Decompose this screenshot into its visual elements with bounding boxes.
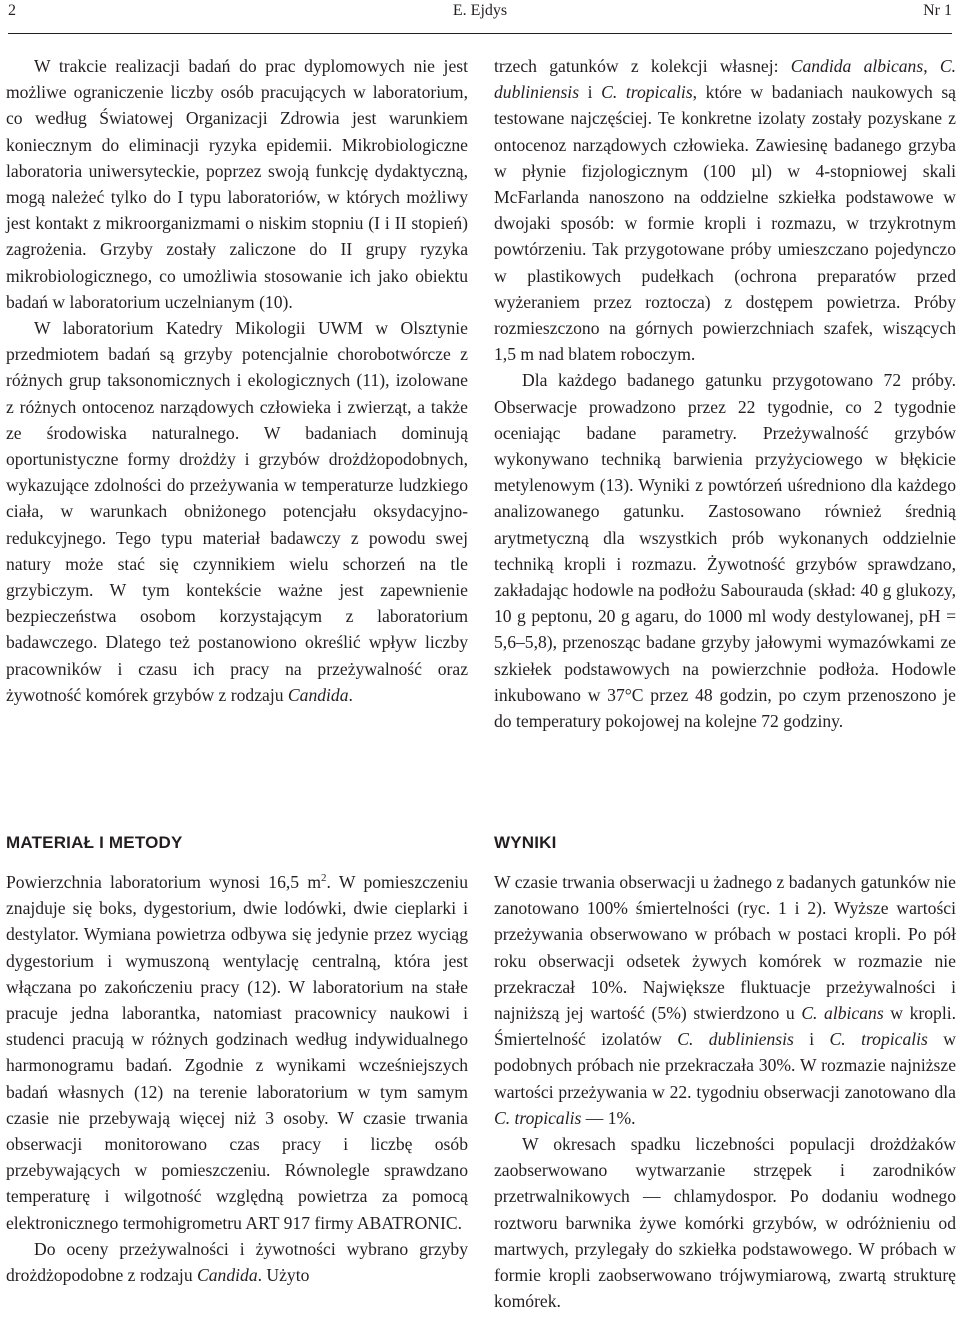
methods-paragraph-2 <box>6 1236 468 1288</box>
species-name: C. tropicalis <box>829 1029 928 1050</box>
issue-number: Nr 1 <box>923 2 952 19</box>
section-heading-results: WYNIKI <box>494 833 557 852</box>
methods-continuation-paragraph <box>494 53 956 367</box>
species-name: C. tropicalis <box>601 82 693 103</box>
text-run: . W pomieszczeniu znajduje się boks, dygestorium, dwie lodówki, dwie cieplarki i destylator. Wymiana powietrza odbywa się jedynie przez wyciąg dygestorium i wymuszoną wentylację centralną, która jest włączana po zakończeniu pracy (12). W laboratorium na stałe pracuje jedna laborantka, natomiast pracownicy naukowi i studenci pracują w różnych godzinach według indywidualnego harmonogramu badań. Zgodnie z wynikami wcześniejszych badań własnych (12) na terenie laboratorium w tym samym czasie nie przebywają więcej niż 3 osoby. W czasie trwania obserwacji monitorowano czas pracy i liczbę osób przebywających w pomieszczeniu. Równolegle sprawdzano temperaturę i wilgotność względną powietrza za pomocą elektronicznego termohigrometru ART 917 firmy ABATRONIC. <box>6 872 468 1233</box>
text-run: w kropli. Śmiertelność izolatów <box>494 1003 956 1050</box>
intro-paragraph-2-text: W laboratorium Katedry Mikologii UWM w Olsztynie przedmiotem badań są grzyby potencjalnie chorobotwórcze z różnych grup taksonomicznych i ekologicznych (11), izolowane z różnych ontocenoz narządowych człowieka i zwierząt, a także ze środowiska naturalnego. W badaniach dominują oportunistyczne formy drożdży i grzybów drożdżopodobnych, wykazujące zdolności do przeżywania w temperaturze ludzkiego ciała, w warunkach obniżonego potencjału oksydacyjno-redukcyjnego. Tego typu materiał badawczy z powodu swej natury może stać się czynnikiem wielu schorzeń na tle grzybiczym. W tym kontekście ważne jest zapewnienie bezpieczeństwa osobom korzystającym z laboratorium badawczego. Dlatego też postanowiono określić wpływ liczby pracowników i czasu ich pracy na przeżywalność oraz żywotność komórek grzybów z rodzaju <box>6 318 468 705</box>
text-run: Do oceny przeżywalności i żywotności wybrano grzyby drożdżopodobne z rodzaju <box>6 1238 468 1286</box>
text-run: trzech gatunków z kolekcji własnej: <box>494 56 791 76</box>
results-paragraph-2: W okresach spadku liczebności populacji drożdżaków zaobserwowano wytwarzanie strzępek i zarodników przetrwalnikowych — chlamydospor. Po dodaniu wodnego roztworu barwnika żywe komórki grzybów, w odróżnieniu od martwych, przylegały do szkiełka podstawowego. W próbach w formie kropli zaobserwowano trójwymiarową, zwartą strukturę komórek. <box>494 1134 956 1312</box>
methods-column <box>6 869 468 1288</box>
text-run: w podobnych próbach nie przekraczała 30%. W rozmazie najniższe wartości przeżywania w 22. tygodniu obserwacji zanotowano dla <box>494 1029 957 1102</box>
genus-name: Candida <box>287 684 349 705</box>
text-run: W czasie trwania obserwacji u żadnego z badanych gatunków nie zanotowano 100% śmiertelności (ryc. 1 i 2). Wyższe wartości przeżywania obserwowano w próbach w postaci kropli. Po pół roku obserwacji odsetek żywych komórek w rozmazie nie przekraczał 10%. Największe fluktuacje przeżywalności i najniższą jej wartość (5%) stwierdzono u <box>494 872 956 1024</box>
intro-paragraph-2 <box>6 315 468 708</box>
species-name: C. albicans <box>801 1003 884 1024</box>
text-run: Powierzchnia laboratorium wynosi 16,5 m <box>6 872 322 892</box>
text-run: . Użyto <box>257 1265 310 1286</box>
page-number: 2 <box>8 2 16 19</box>
text-run: i <box>579 82 602 103</box>
species-name: C. tropicalis <box>494 1107 582 1128</box>
species-name: Candida albicans <box>790 56 924 76</box>
intro-paragraph-1: W trakcie realizacji badań do prac dyplomowych nie jest możliwe ograniczenie liczby osób pracujących w laboratorium, co według Światowej Organizacji Zdrowia jest warunkiem koniecznym do eliminacji ryzyka epidemii. Mikrobiologiczne laboratoria uniwersyteckie, poprzez swoją funkcję dydaktyczną, mogą należeć tylko do I typu laboratoriów, w których możliwy jest kontakt z mikroorganizmami o niskim stopniu (I i II stopień) zagrożenia. Grzyby zostały zaliczone do II grupy ryzyka mikrobiologicznego, co umożliwia stosowanie ich jako obiektu badań w laboratorium uczelnianym (10). <box>6 56 468 312</box>
methods-continuation-column <box>494 53 956 734</box>
methods-paragraph-1 <box>6 869 468 1236</box>
intro-paragraph-2-end: . <box>348 684 353 705</box>
running-author: E. Ejdys <box>452 2 508 19</box>
methods-procedure-paragraph: Dla każdego badanego gatunku przygotowano 72 próby. Obserwacje prowadzono przez 22 tygodnie, co 2 tygodnie oceniając badane parametry. Przeżywalność grzybów wykonywano techniką barwienia przyżyciowego w błękicie metylenowym (13). Wyniki z powtórzeń uśredniono dla każdego analizowanego gatunku. Zastosowano również średnią arytmetyczną dla wszystkich prób wykonanych oddzielnie techniką kropli i rozmazu. Żywotność grzybów sprawdzano, zakładając hodowle na podłożu Sabourauda (skład: 40 g glukozy, 10 g peptonu, 20 g agaru, do 1000 ml wody destylowanej, pH = 5,6–5,8), przenosząc badane grzyby jałowymi wymazówkami ze szkiełek podstawowych na powierzchnie podłoża. Hodowle inkubowano w 37°C przez 48 godzin, po czym przenoszono je do temperatury pokojowej na kolejne 72 godziny. <box>494 370 956 732</box>
results-column <box>494 869 956 1314</box>
results-paragraph-1 <box>494 869 956 1131</box>
text-run: , które w badaniach naukowych są testowane najczęściej. Te konkretne izolaty zostały pozyskane z ontocenoz narządowych człowieka. Zawiesinę badanego grzyba w płynie fizjologicznym (100 µl) w 4-stopniowej skali McFarlanda nanoszono na oddzielne szkiełka podstawowe w dwojaki sposób: w formie kropli i rozmazu, w trzykrotnym powtórzeniu. Tak przygotowane próby umieszczano pojedynczo w plastikowych pudełkach (ochrona preparatów przed wyżeraniem przez roztocza) z dostępem powietrza. Próby rozmieszczono na górnych powierzchniach szafek, wiszących 1,5 m nad blatem roboczym. <box>494 82 956 365</box>
text-run: — 1%. <box>581 1107 636 1128</box>
section-heading-methods: MATERIAŁ I METODY <box>6 833 183 852</box>
text-run: , <box>923 56 940 76</box>
superscript: 2 <box>321 872 327 885</box>
header-divider <box>8 33 952 34</box>
species-name: C. dubliniensis <box>494 56 956 103</box>
text-run: i <box>793 1029 830 1050</box>
genus-name: Candida <box>197 1265 258 1286</box>
species-name: C. dubliniensis <box>677 1029 794 1050</box>
running-header <box>8 1 952 21</box>
intro-column <box>6 53 468 708</box>
